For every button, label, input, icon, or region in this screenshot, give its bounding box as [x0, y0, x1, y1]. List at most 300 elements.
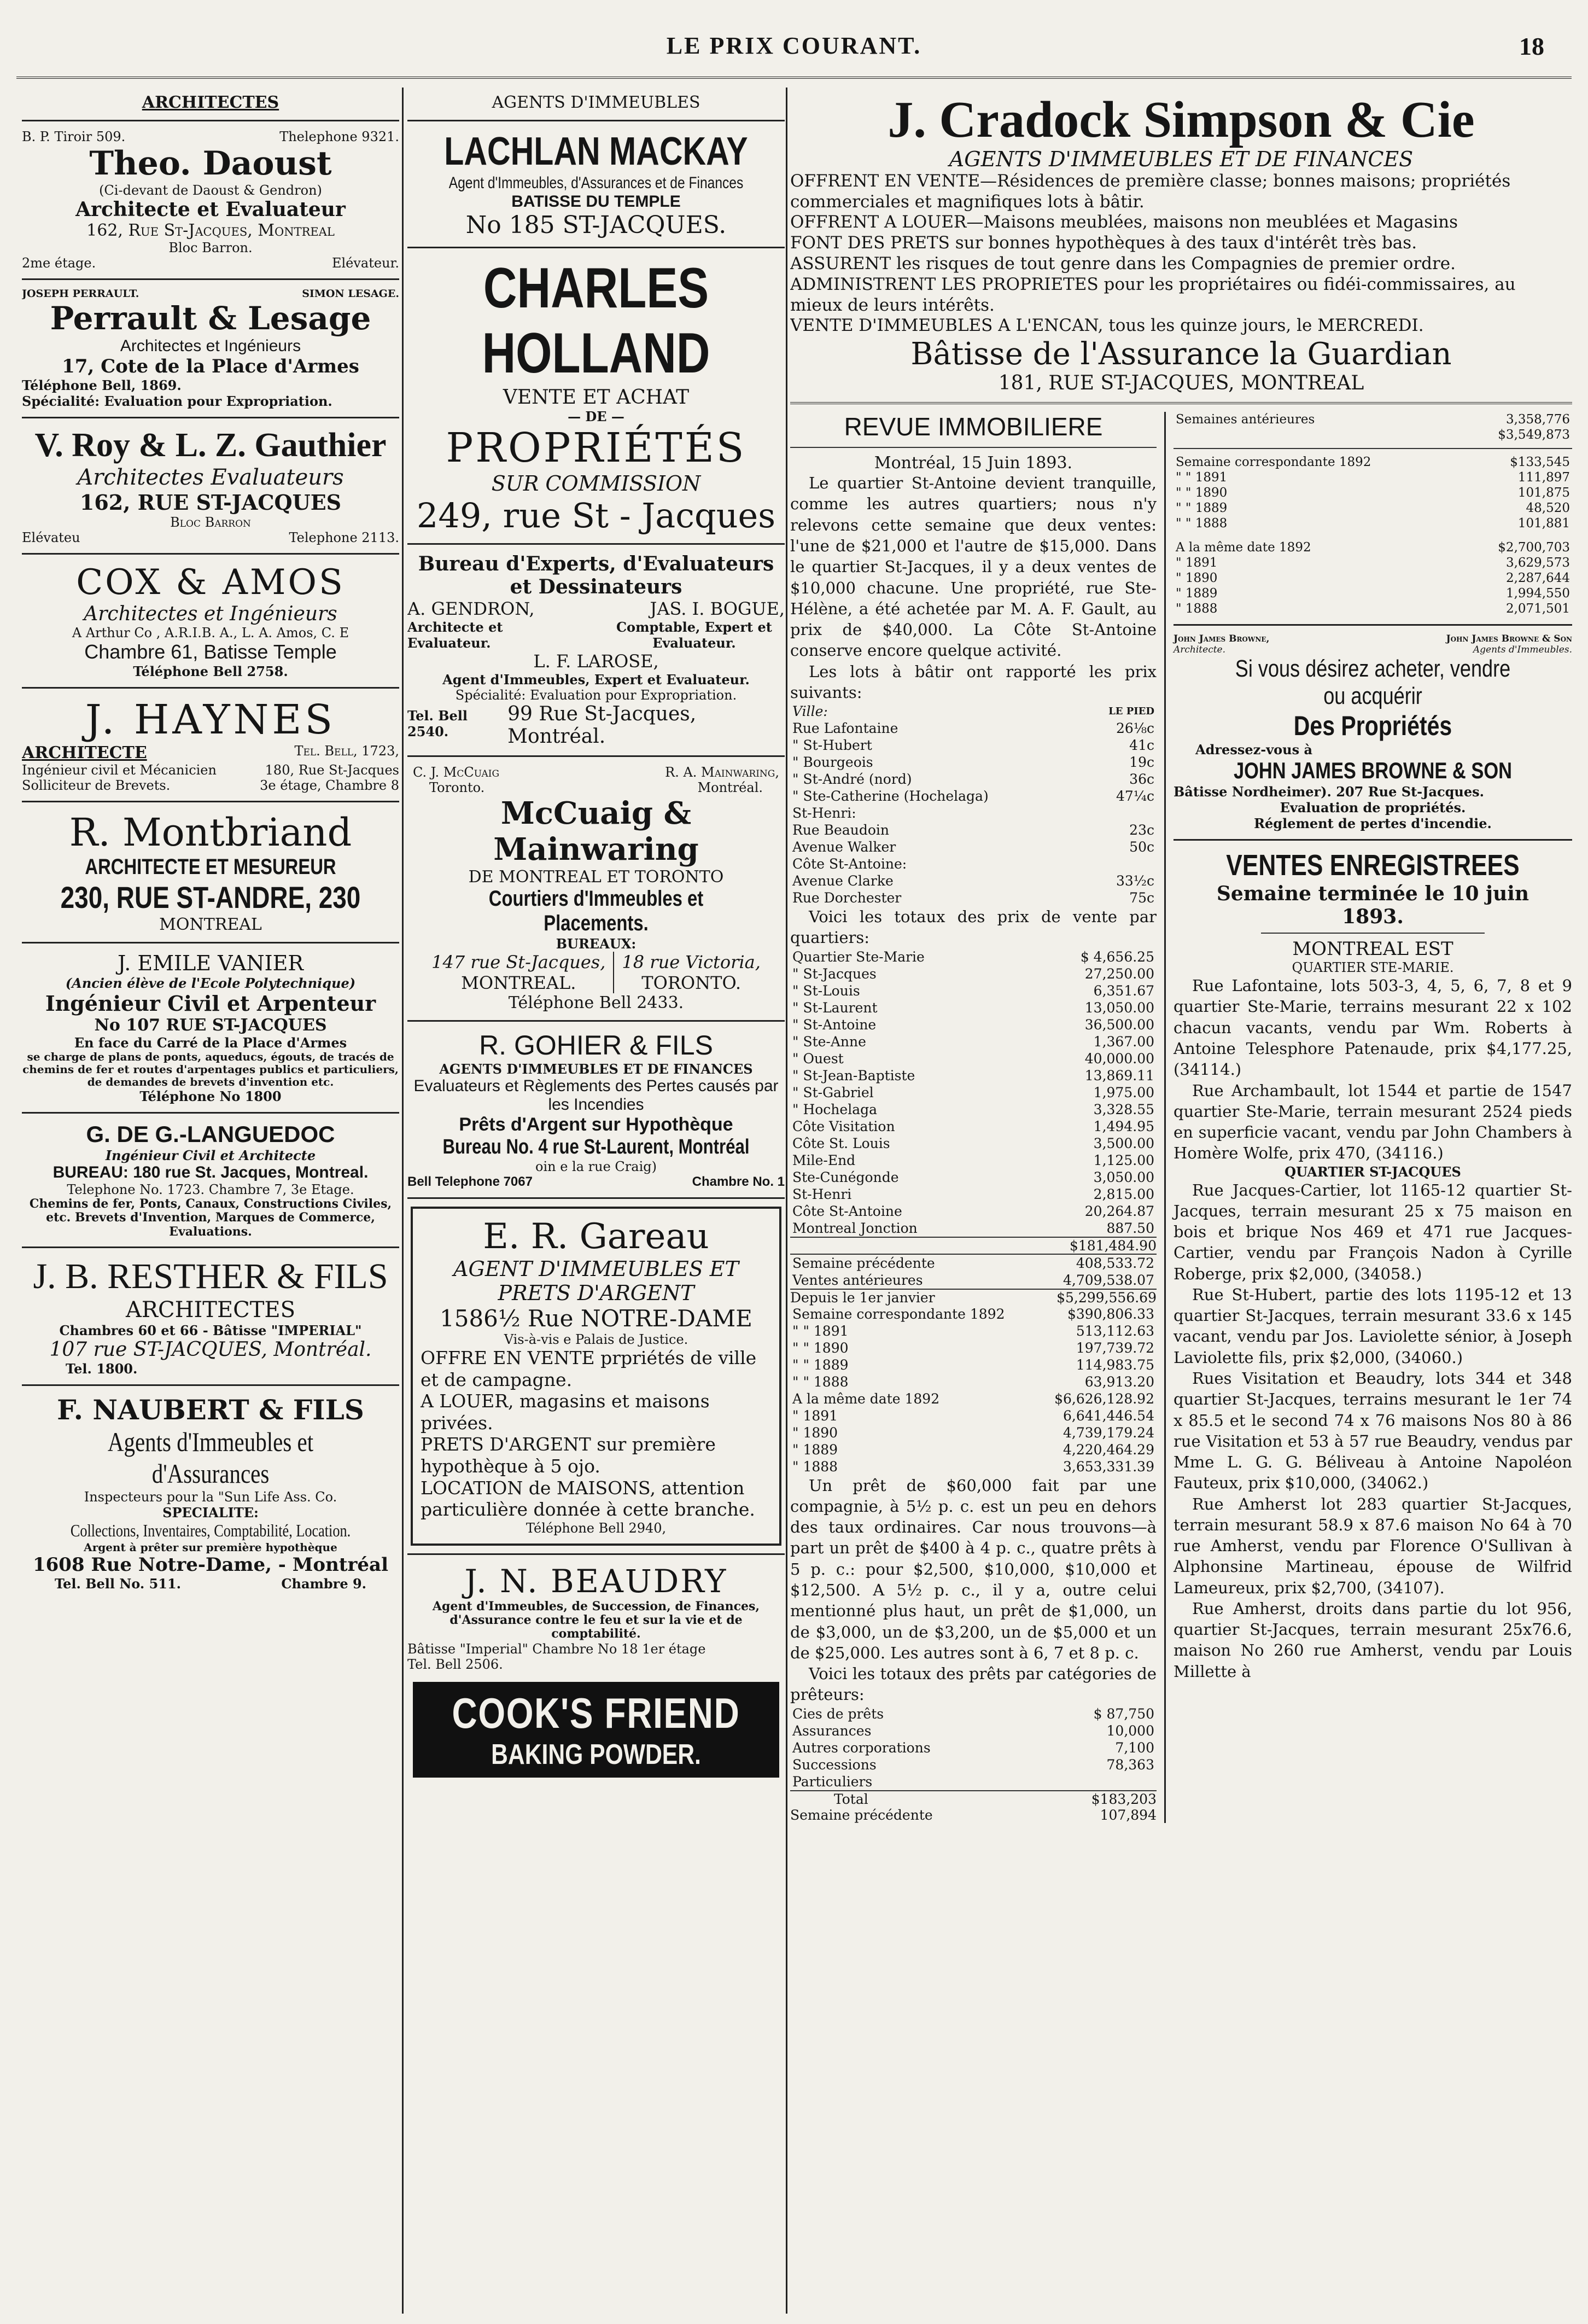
page-number: 18	[1519, 32, 1544, 60]
firm-role: Architectes Evaluateurs	[77, 465, 344, 490]
telephone: Telephone 2113.	[289, 530, 399, 545]
corr-row	[1174, 455, 1572, 470]
lot-row-label: Rue Lafontaine	[792, 720, 898, 737]
lot-row-label: St-Henri:	[792, 805, 856, 822]
corr-row	[1174, 516, 1572, 531]
vente-7: Rue Amherst, droits dans partie du lot 956, quartier St-Jacques, terrain mesurant 25x76.6, maison No 260 rue Amherst, vendu par Louis Millette à	[1174, 1599, 1572, 1681]
corr-row-label: " " 1891	[792, 1323, 849, 1339]
quartier-row-label: " Hochelaga	[792, 1101, 878, 1117]
date-row	[790, 1390, 1157, 1407]
lot-row-label: Avenue Clarke	[792, 873, 894, 889]
browne-head-3: Des Propriétés	[1293, 710, 1452, 742]
firm-role: AGENTS D'IMMEUBLES ET DE FINANCES	[949, 147, 1414, 171]
coin: oin e la rue Craig)	[535, 1159, 657, 1174]
preteurs-prec-label: Semaine précédente	[790, 1807, 933, 1823]
ad-haynes	[22, 696, 399, 793]
quartier-row-value: 1,975.00	[1093, 1084, 1154, 1100]
lot-row	[790, 754, 1157, 771]
column-divider-1	[402, 88, 404, 2314]
preteurs-total-value: $183,203	[1091, 1791, 1157, 1807]
corr-row-label: Semaine correspondante 1892	[1176, 455, 1371, 470]
sum-row-value: 408,533.72	[1076, 1255, 1154, 1271]
ad-gohier	[407, 1029, 785, 1190]
firm-role: Agents d'Immeubles et d'Assurances	[107, 1426, 314, 1489]
bureaux: BUREAUX:	[556, 936, 637, 952]
corr-row-label: " " 1888	[1176, 516, 1228, 531]
date-row-label: " 1888	[1176, 602, 1218, 616]
date-row-label: " 1889	[792, 1441, 838, 1458]
corr-row-value: 101,881	[1517, 516, 1570, 531]
description: se charge de plans de ponts, aqueducs, égouts, de tracés de chemins de fer et routes d'arpentages publics et particuliers, de demandes de brevets d'invention etc.	[22, 1050, 399, 1088]
lot-row	[790, 872, 1157, 889]
telephone: Tel. Bell No. 511.	[55, 1575, 182, 1592]
vis-a-vis: Vis-à-vis e Palais de Justice.	[504, 1332, 688, 1347]
ad-browne	[1174, 633, 1572, 831]
administrent: ADMINISTRENT LES PROPRIETES pour les propriétaires ou fidéi-commissaires, au mieux de leurs intérêts.	[790, 274, 1516, 315]
quartier-row	[790, 982, 1157, 999]
quartiers-sums	[790, 1255, 1157, 1289]
date-row-value: 4,220,464.29	[1063, 1441, 1154, 1458]
quartier-row-label: St-Henri	[792, 1186, 852, 1202]
batisse: Bâtisse de l'Assurance la Guardian	[910, 336, 1452, 372]
sum-row	[790, 1255, 1157, 1272]
firm-role: Architectes et Ingénieurs	[120, 337, 301, 355]
ad-languedoc	[22, 1121, 399, 1239]
firm-role: Ingénieur Civil et Arpenteur	[45, 991, 376, 1016]
ventes-enregistrees	[1174, 848, 1572, 1682]
lot-row	[790, 889, 1157, 906]
date-row	[1174, 555, 1572, 570]
column-architectes	[22, 93, 399, 2308]
firm-name: McCuaig & Mainwaring	[493, 795, 699, 867]
anterieure-row	[1174, 427, 1572, 442]
telephone: Tel. Bell, 1723,	[294, 743, 399, 759]
corr-row	[790, 1323, 1157, 1339]
corr-row-label: " " 1889	[1176, 501, 1228, 516]
quartier-row	[790, 1152, 1157, 1169]
vente-6: Rue Amherst lot 283 quartier St-Jacques, terrain mesurant 58.9 x 87.6 maison No 64 à 70 rue Amherst, vendu par Florence O'Sullivan à Alphonsine Martineau, épouse de Wilfrid Lameureux, prix $2,700, (34107).	[1174, 1494, 1572, 1597]
quartier-row-value: 887.50	[1106, 1220, 1154, 1236]
lot-row-label: " Bourgeois	[792, 754, 873, 771]
firm-role: Architectes et Ingénieurs	[84, 603, 337, 625]
corr-row	[790, 1373, 1157, 1390]
offrent-louer: OFFRENT A LOUER—Maisons meublées, maisons non meublées et Magasins	[790, 212, 1458, 232]
lot-row	[790, 788, 1157, 805]
date-table	[1174, 540, 1572, 616]
quartier-row	[790, 1169, 1157, 1186]
quartier-st-jacques: QUARTIER ST-JACQUES	[1285, 1163, 1461, 1180]
expert-1: A. GENDRON,	[407, 598, 535, 619]
date-row	[790, 1407, 1157, 1424]
quartier-row-value: 3,050.00	[1093, 1169, 1154, 1185]
date-row-label: " 1890	[792, 1424, 838, 1441]
preteurs-table	[790, 1705, 1157, 1790]
depuis-label: Depuis le 1er janvier	[790, 1289, 935, 1306]
firm-address: 162, Rue St-Jacques, Montreal	[86, 221, 335, 240]
lot-row	[790, 771, 1157, 788]
masthead	[22, 32, 1566, 70]
etage: 2me étage.	[22, 255, 96, 271]
evaluateurs: Evaluateurs et Règlements des Pertes causés par les Incendies	[413, 1077, 779, 1114]
quartier-row-label: " St-Jacques	[792, 965, 877, 982]
partner-1-city: Toronto.	[429, 780, 485, 795]
firm-role: ARCHITECTE ET MESUREUR	[85, 855, 336, 879]
bureau: Bureau No. 4 rue St-Laurent, Montréal	[442, 1135, 750, 1158]
quartier-row-value: 20,264.87	[1084, 1203, 1154, 1219]
quartier-row-value: 1,494.95	[1093, 1118, 1154, 1134]
corr-table	[1174, 455, 1572, 531]
corr-row-label: " " 1891	[1176, 470, 1228, 485]
lots-head-right: LE PIED	[1108, 706, 1154, 718]
date-row-value: 2,287,644	[1505, 571, 1570, 586]
offrent-vente: OFFRENT EN VENTE—Résidences de première classe; bonnes maisons; propriétés commerciales et magnifiques lots à bâtir.	[790, 171, 1511, 212]
assurent: ASSURENT les risques de tout genre dans les Compagnies de premier ordre.	[790, 253, 1456, 273]
quartier-row	[790, 1118, 1157, 1135]
date-row-value: $6,626,128.92	[1054, 1390, 1154, 1407]
quartier-row-label: Quartier Ste-Marie	[792, 948, 925, 965]
lot-row-value: 36c	[1129, 771, 1154, 788]
quartier-row-value: 36,500.00	[1084, 1016, 1154, 1033]
date-row	[1174, 601, 1572, 616]
revue-para-2: Les lots à bâtir ont rapporté les prix suivants:	[790, 662, 1157, 702]
preteur-row	[790, 1773, 1157, 1790]
quartier-row	[790, 1016, 1157, 1033]
lot-row-value: 26⅛c	[1116, 720, 1154, 737]
corr-row	[1174, 470, 1572, 485]
telephone: Tel. Bell 2540.	[407, 708, 468, 739]
ad-roy-gauthier	[22, 426, 399, 545]
ad-mackay	[407, 129, 785, 239]
revue-para-3: Voici les totaux des prix de vente par quartiers:	[790, 907, 1157, 947]
date-row	[1174, 586, 1572, 601]
firm-role: Agent d'Immeubles, de Succession, de Finances, d'Assurance contre le feu et sur la vie et de comptabilité.	[432, 1599, 760, 1641]
services: Collections, Inventaires, Comptabilité, Location.	[70, 1520, 351, 1540]
quartier-row-value: 13,869.11	[1084, 1067, 1154, 1084]
firm-name: J. B. RESTHER & FILS	[33, 1256, 388, 1296]
de: — DE —	[568, 409, 624, 424]
anterieure-row-label: Semaines antérieures	[1176, 412, 1315, 427]
browne-head-1: Si vous désirez acheter, vendre	[1235, 655, 1511, 683]
bureau-1: 147 rue St-Jacques,	[431, 952, 606, 972]
chambre: Chambre 9.	[281, 1575, 366, 1592]
quartier-row-value: 27,250.00	[1084, 965, 1154, 982]
quartier-row-value: 13,050.00	[1084, 999, 1154, 1016]
corr-row-value: $133,545	[1510, 455, 1570, 470]
lot-row-label: Avenue Walker	[792, 839, 896, 855]
partners: A Arthur Co , A.R.I.B. A., L. A. Amos, C. E	[72, 625, 349, 640]
date-row	[790, 1424, 1157, 1441]
proprietes: PROPRIÉTÉS	[446, 424, 746, 471]
quartier-row	[790, 1203, 1157, 1220]
firm-from: DE MONTREAL ET TORONTO	[468, 867, 724, 887]
commission: SUR COMMISSION	[491, 471, 701, 496]
lot-row	[790, 737, 1157, 754]
preteur-row-value: $ 87,750	[1093, 1705, 1154, 1722]
date-row-label: " 1891	[792, 1407, 838, 1424]
corr-row-value: 111,897	[1517, 470, 1570, 485]
preteur-row-label: Particuliers	[792, 1773, 873, 1790]
ad-mccuaig	[407, 765, 785, 1012]
prets: Prêts d'Argent sur Hypothèque	[459, 1114, 733, 1135]
firm-name: R. Montbriand	[69, 810, 352, 855]
ad-daoust	[22, 129, 399, 271]
telephone: Tel. Bell 2506.	[407, 1656, 503, 1672]
lot-row-value: 33½c	[1116, 873, 1154, 889]
prets-argent: PRETS D'ARGENT sur première hypothèque à 5 ojo.	[421, 1434, 716, 1477]
lot-row-value: 23c	[1129, 822, 1154, 838]
adressez: Adressez-vous à	[1195, 742, 1313, 758]
chambres: Chambres 60 et 66 - Bâtisse "IMPERIAL"	[59, 1322, 362, 1338]
sum-row-label: Semaine précédente	[792, 1255, 935, 1271]
ad-naubert	[22, 1394, 399, 1592]
preteur-row-value: 7,100	[1115, 1739, 1154, 1756]
lot-row	[790, 855, 1157, 872]
date-row	[1174, 570, 1572, 586]
firm-address: BUREAU: 180 rue St. Jacques, Montreal.	[52, 1163, 369, 1181]
bloc: Bloc Barron	[170, 515, 251, 530]
browne-eval-2: Réglement de pertes d'incendie.	[1254, 816, 1492, 832]
firm-address: 181, RUE ST-JACQUES, MONTREAL	[998, 372, 1364, 395]
revue-para-5: Voici les totaux des prêts par catégories de prêteurs:	[790, 1664, 1157, 1704]
revue-para-1: Le quartier St-Antoine devient tranquille, comme les autres quartiers; nous n'y relevons cette semaine que deux ventes: l'une de $21,000 et l'autre de $15,000. Dans le quartier St-Jacques, il y a deux ventes de $10,000 chacune. Une propriété, rue Ste-Hélène, a été achetée par M. A. F. Gault, au prix de $40,000. La Côte St-Antoine conserve encore quelque activité.	[790, 474, 1157, 660]
quartier-row-value: 1,125.00	[1093, 1152, 1154, 1168]
depuis-value: $5,299,556.69	[1056, 1289, 1157, 1306]
firm-role: Courtiers d'Immeubles et Placements.	[488, 887, 704, 935]
date-row-value: 3,653,331.39	[1063, 1458, 1154, 1475]
firm-name: CHARLES HOLLAND	[482, 257, 710, 385]
browne-eval-1: Evaluation de propriétés.	[1280, 800, 1466, 816]
telephone: Bell Telephone 7067	[407, 1174, 533, 1189]
anterieure-row	[1174, 412, 1572, 427]
vente-5: Rues Visitation et Beaudry, lots 344 et 348 quartier St-Jacques, terrains mesurant le 1er 74 x 85.5 et le second 74 x 76 maisons Nos 80 à 86 rue Visitation et 53 à 57 rue Beaudry, vendus par Mme L. G. G. Béliveau à Antoine Napoléon Fauteux, prix $10,000, (34062.)	[1174, 1368, 1572, 1493]
preteurs-total-label: Total	[834, 1791, 868, 1807]
quartier-row-label: Mile-End	[792, 1152, 856, 1168]
preteur-row-label: Autres corporations	[792, 1739, 931, 1756]
preteur-row	[790, 1756, 1157, 1773]
font-prets: FONT DES PRETS sur bonnes hypothèques à des taux d'intérêt très bas.	[790, 233, 1417, 253]
bureau-1-city: MONTREAL.	[461, 972, 576, 993]
specialite: Spécialité: Evaluation pour Expropriation.	[455, 688, 737, 703]
corr-row-label: " " 1890	[792, 1339, 849, 1356]
quartiers-total: $181,484.90	[790, 1237, 1157, 1255]
date-row-value: 4,739,179.24	[1063, 1424, 1154, 1441]
ad-gareau	[411, 1207, 781, 1546]
firm-address: 17, Cote de la Place d'Armes	[62, 356, 359, 377]
lot-row-label: Rue Dorchester	[792, 890, 902, 906]
partner-2-city: Montréal.	[697, 780, 763, 795]
quartiers-table	[790, 948, 1157, 1237]
browne-name: JOHN JAMES BROWNE & SON	[1233, 758, 1512, 784]
preteur-row-label: Cies de prêts	[792, 1705, 884, 1722]
firm-address: No 185 ST-JACQUES.	[465, 211, 727, 239]
firm-address: No 107 RUE ST-JACQUES	[94, 1016, 327, 1035]
date-row	[790, 1441, 1157, 1458]
preteur-row-value	[1042, 1773, 1157, 1790]
quartier-row-label: Côte St-Antoine	[792, 1203, 902, 1219]
lot-row-value	[1083, 805, 1157, 822]
quartier-row	[790, 1186, 1157, 1203]
lot-row-value: 47¼c	[1116, 788, 1154, 805]
telephone: Téléphone No 1800	[139, 1088, 282, 1104]
quartier-row-label: Montreal Jonction	[792, 1220, 918, 1236]
quartier-row	[790, 1135, 1157, 1152]
preteur-row-value: 78,363	[1106, 1756, 1154, 1773]
cooks-line-1: COOK'S FRIEND	[452, 1688, 740, 1737]
quartiers-corr	[790, 1306, 1157, 1390]
quartier-row	[790, 1067, 1157, 1084]
firm-name: R. GOHIER & FILS	[479, 1030, 713, 1061]
bloc: Bloc Barron.	[168, 240, 253, 255]
partner-2: R. A. Mainwaring,	[665, 765, 779, 780]
lot-row-value: 41c	[1129, 737, 1154, 754]
preteur-row-label: Successions	[792, 1756, 877, 1773]
corr-row	[1174, 485, 1572, 500]
date-row-label: " 1890	[1176, 571, 1218, 586]
location: LOCATION de MAISONS, attention particulière donnée à cette branche.	[421, 1477, 755, 1521]
column-right	[790, 93, 1572, 2308]
bureau-2: 18 rue Victoria,	[622, 952, 761, 972]
lot-row-label: Côte St-Antoine:	[792, 856, 907, 872]
quartier-row-value: 1,367.00	[1093, 1033, 1154, 1050]
vente-3: Rue Jacques-Cartier, lot 1165-12 quartier St-Jacques, terrain mesurant 25 x 75 maison en bois et brique Nos 469 et 471 rue Jacques-Cartier, vendu par François Nadon à Cyrille Roberge, prix $2,000, (34058.)	[1174, 1180, 1572, 1283]
firm-address: 107 rue ST-JACQUES, Montréal.	[49, 1338, 372, 1361]
lot-row	[790, 805, 1157, 822]
quartier-row-label: Ste-Cunégonde	[792, 1169, 899, 1185]
lots-table	[790, 703, 1157, 906]
anterieure-row-value: 3,358,776	[1505, 412, 1570, 427]
expert-3: L. F. LAROSE,	[533, 651, 659, 672]
date-row-value: 6,641,446.54	[1063, 1407, 1154, 1424]
ad-resther	[22, 1256, 399, 1377]
quartier-row-label: " St-Laurent	[792, 999, 878, 1016]
quartier-row-value: 6,351.67	[1093, 982, 1154, 999]
bureau-address: 99 Rue St-Jacques, Montréal.	[507, 703, 697, 748]
newspaper-title: LE PRIX COURANT.	[666, 32, 922, 59]
quartier-row-label: " St-Antoine	[792, 1016, 877, 1033]
firm-role: Agent d'Immeubles, d'Assurances et de Finances	[448, 174, 744, 192]
sum-row-label: Ventes antérieures	[792, 1272, 923, 1288]
quartier-row	[790, 1101, 1157, 1118]
firm-name: J. N. BEAUDRY	[464, 1562, 728, 1600]
ventes-city: MONTREAL EST	[1292, 938, 1453, 960]
quartier-row-label: " St-Louis	[792, 982, 860, 999]
bureau-2-city: TORONTO.	[641, 972, 742, 993]
specialite: SPECIALITE:	[162, 1504, 259, 1521]
quartier-row	[790, 1033, 1157, 1050]
date-row-value: 1,994,550	[1505, 586, 1570, 601]
firm-name: J. Cradock Simpson & Cie	[888, 93, 1475, 148]
date-row-label: " 1889	[1176, 586, 1218, 601]
ventes-title: VENTES ENREGISTREES	[1226, 849, 1520, 882]
lot-row-value: 75c	[1129, 890, 1154, 906]
quartier-row-value: 40,000.00	[1084, 1050, 1154, 1067]
telephone: Téléphone Bell 2758.	[133, 663, 288, 679]
ad-cooks-friend	[413, 1682, 779, 1778]
quartier-row	[790, 999, 1157, 1016]
partner-2: SIMON LESAGE.	[302, 288, 399, 300]
preteur-row-value: 10,000	[1106, 1722, 1154, 1739]
lot-row-label: " St-Hubert	[792, 737, 872, 754]
date-row-value: 3,629,573	[1505, 556, 1570, 570]
firm-address: 249, rue St - Jacques	[416, 496, 776, 535]
sum-row	[790, 1272, 1157, 1289]
telephone: Tel. 1800.	[66, 1360, 138, 1377]
vente-1: Rue Lafontaine, lots 503-3, 4, 5, 6, 7, 8 et 9 quartier Ste-Marie, terrains mesurant 22 x 102 chacun vacants, vendu par Wm. Roberts à Antoine Telesphore Patenaude, prix $4,177.25, (34114.)	[1174, 976, 1572, 1079]
partner-1: JOSEPH PERRAULT.	[22, 288, 139, 300]
section-heading: AGENTS D'IMMEUBLES	[492, 93, 700, 112]
date-row-label: A la même date 1892	[1176, 540, 1311, 555]
date-row-value: 2,071,501	[1505, 602, 1570, 616]
elevateur: Elévateu	[22, 530, 80, 545]
lot-row-label: " Ste-Catherine (Hochelaga)	[792, 788, 989, 805]
anterieures-table	[1174, 412, 1572, 442]
firm-name: V. Roy & L. Z. Gauthier	[34, 427, 387, 464]
firm-role: Ingénieur Civil et Architecte	[105, 1148, 316, 1163]
lot-row-label: " St-André (nord)	[792, 771, 912, 788]
corr-row	[790, 1306, 1157, 1323]
firm-name: COX & AMOS	[76, 562, 345, 603]
quartier-row	[790, 948, 1157, 965]
a-louer: A LOUER, magasins et maisons privées.	[421, 1390, 710, 1434]
date-row-label: A la même date 1892	[792, 1390, 940, 1407]
firm-role: AGENTS D'IMMEUBLES ET DE FINANCES	[439, 1061, 753, 1077]
description: Chemins de fer, Ponts, Canaux, Constructions Civiles, etc. Brevets d'Invention, Marques de Commerce, Evaluations.	[29, 1197, 392, 1239]
date-row-value: $2,700,703	[1498, 540, 1570, 555]
quartier-row	[790, 1084, 1157, 1101]
line-1-right: 180, Rue St-Jacques	[265, 762, 399, 778]
telephone: Thelephone 9321.	[279, 129, 399, 144]
firm-note: (Ancien élève de l'Ecole Polytechnique)	[65, 975, 356, 991]
cooks-line-2: BAKING POWDER.	[491, 1738, 701, 1770]
column-agents	[407, 93, 785, 2308]
ad-cox-amos	[22, 562, 399, 679]
lot-row	[790, 720, 1157, 737]
corr-row-value: 101,875	[1517, 486, 1570, 500]
quartier-row-value: 3,500.00	[1093, 1135, 1154, 1151]
quartier-row	[790, 1220, 1157, 1237]
firm-role: ARCHITECTES	[125, 1297, 296, 1323]
browne-batisse: Bâtisse Nordheimer). 207 Rue St-Jacques.	[1174, 784, 1485, 800]
corr-row-value: 197,739.72	[1076, 1339, 1154, 1356]
lot-row-value	[1083, 855, 1157, 872]
browne-1: John James Browne,	[1174, 633, 1270, 645]
firm-address: 1586½ Rue NOTRE-DAME	[440, 1305, 752, 1332]
quartiers-date	[790, 1390, 1157, 1475]
specialite: Spécialité: Evaluation pour Expropriation.	[22, 393, 332, 409]
firm-name: Perrault & Lesage	[50, 300, 371, 337]
inspecteurs: Inspecteurs pour la "Sun Life Ass. Co.	[84, 1489, 337, 1505]
corr-row-label: " " 1890	[1176, 486, 1228, 500]
line-2-left: Solliciteur de Brevets.	[22, 778, 171, 793]
lot-row-value: 19c	[1129, 754, 1154, 771]
lot-row	[790, 838, 1157, 855]
corr-row-label: Semaine correspondante 1892	[792, 1306, 1005, 1322]
corr-row-label: " " 1888	[792, 1373, 849, 1390]
lots-head-left: Ville:	[792, 703, 828, 720]
telephone: Téléphone Bell, 1869.	[22, 377, 182, 393]
corr-row	[790, 1339, 1157, 1356]
firm-address: 162, RUE ST-JACQUES	[79, 490, 342, 515]
pret: Argent à prêter sur première hypothèque	[84, 1540, 337, 1554]
lot-row	[790, 822, 1157, 838]
vente-achat: VENTE ET ACHAT	[503, 386, 690, 409]
date-row-label: " 1888	[792, 1458, 838, 1475]
quartier-row-label: " St-Gabriel	[792, 1084, 874, 1100]
browne-2: John James Browne & Son	[1446, 633, 1572, 645]
offre-vente: OFFRE EN VENTE prpriétés de ville et de campagne.	[421, 1347, 757, 1390]
lot-row-label: Rue Beaudoin	[792, 822, 889, 838]
batisse: Bâtisse "Imperial" Chambre No 18 1er étage	[407, 1641, 706, 1657]
